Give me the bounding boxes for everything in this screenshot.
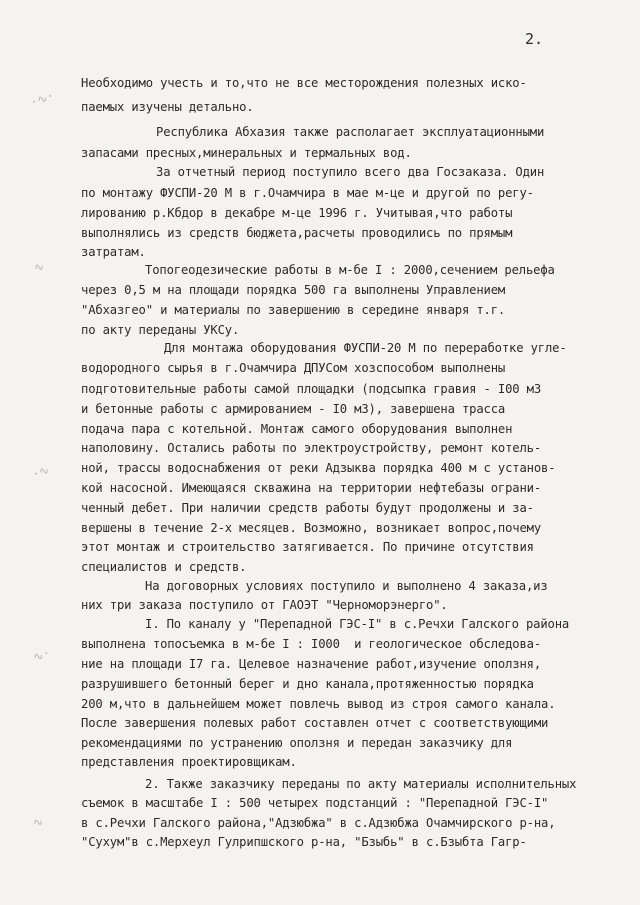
text-line: подготовительные работы самой площадки (подсыпка гравия - I00 м3 xyxy=(81,382,541,396)
margin-mark: ·∿ xyxy=(30,462,52,482)
margin-mark: ·∿· xyxy=(28,88,57,110)
text-line: по монтажу ФУСПИ-20 М в г.Очамчира в мае м-це и другой по регу- xyxy=(81,186,534,200)
text-line: наполовину. Остались работы по электроустройству, ремонт котель- xyxy=(81,441,541,455)
text-line: ченный дебет. При наличии средств работы будут продолжены и за- xyxy=(81,501,534,515)
text-line: кой насосной. Имеющаяся скважина на территории нефтебазы ограни- xyxy=(81,481,541,495)
text-line: подача пара с котельной. Монтаж самого оборудования выполнен xyxy=(81,422,513,436)
text-line: Топогеодезические работы в м-бе I : 2000,сечением рельефа xyxy=(145,263,555,277)
margin-mark: ∿· xyxy=(31,645,53,665)
text-line: Для монтажа оборудования ФУСПИ-20 М по переработке угле- xyxy=(164,341,567,355)
text-line: лированию р.Кбдор в декабре м-це 1996 г. Учитывая,что работы xyxy=(81,206,513,220)
margin-mark: ∿ xyxy=(30,813,46,831)
text-line: ние на площади I7 га. Целевое назначение работ,изучение оползня, xyxy=(81,657,541,671)
text-line: через 0,5 м на площади порядка 500 га выполнены Управлением xyxy=(81,283,506,297)
text-line: "Абхазгео" и материалы по завершению в середине января т.г. xyxy=(81,303,506,317)
text-line: I. По каналу у "Перепадной ГЭС-I" в с.Речхи Галского района xyxy=(145,617,570,631)
text-line: водородного сырья в г.Очамчира ДПУСом хозспособом выполнены xyxy=(81,361,506,375)
text-line: в с.Речхи Галского района,"Адзюбжа" в с.Адзюбжа Очамчирского р-на, xyxy=(81,816,556,830)
text-line: выполнена топосъемка в м-бе I : I000 и геологическое обследова- xyxy=(81,637,541,651)
text-line: затратам. xyxy=(81,245,146,259)
margin-mark: ∿ xyxy=(31,258,47,276)
text-line: 200 м,что в дальнейшем может повлечь вывод из строя самого канала. xyxy=(81,697,556,711)
text-line: рекомендациями по устранению оползня и передан заказчику для xyxy=(81,736,513,750)
text-line: запасами пресных,минеральных и термальных вод. xyxy=(81,146,412,160)
page-number: 2. xyxy=(525,30,544,48)
text-line: паемых изучены детально. xyxy=(81,100,254,114)
text-line: выполнялись из средств бюджета,расчеты проводились по прямым xyxy=(81,226,513,240)
text-line: них три заказа поступило от ГАОЭТ "Черноморэнерго". xyxy=(81,598,448,612)
text-line: После завершения полевых работ составлен отчет с соответствующими xyxy=(81,716,549,730)
text-line: 2. Также заказчику переданы по акту материалы исполнительных xyxy=(145,777,577,791)
text-line: "Сухум"в с.Мерхеул Гулрипшского р-на, "Бзыбь" в с.Бзыбта Гагр- xyxy=(81,835,527,849)
text-line: разрушившего бетонный берег и дно канала,протяженностью порядка xyxy=(81,677,534,691)
text-line: по акту переданы УКСу. xyxy=(81,323,240,337)
text-line: съемок в масштабе I : 500 четырех подстанций : "Перепадной ГЭС-I" xyxy=(81,796,549,810)
text-line: Республика Абхазия также располагает эксплуатационными xyxy=(156,125,545,139)
text-line: специалистов и средств. xyxy=(81,560,247,574)
text-line: Необходимо учесть и то,что не все месторождения полезных иско- xyxy=(81,76,527,90)
text-line: представления проектировщикам. xyxy=(81,755,297,769)
text-line: этот монтаж и строительство затягивается. По причине отсутствия xyxy=(81,540,534,554)
text-line: вершены в течение 2-х месяцев. Возможно, возникает вопрос,почему xyxy=(81,521,541,535)
text-line: ной, трассы водоснабжения от реки Адзыква порядка 400 м с установ- xyxy=(81,461,556,475)
text-line: За отчетный период поступило всего два Госзаказа. Один xyxy=(156,165,545,179)
text-line: На договорных условиях поступило и выполнено 4 заказа,из xyxy=(145,579,548,593)
text-line: и бетонные работы с армированием - I0 м3), завершена трасса xyxy=(81,402,506,416)
